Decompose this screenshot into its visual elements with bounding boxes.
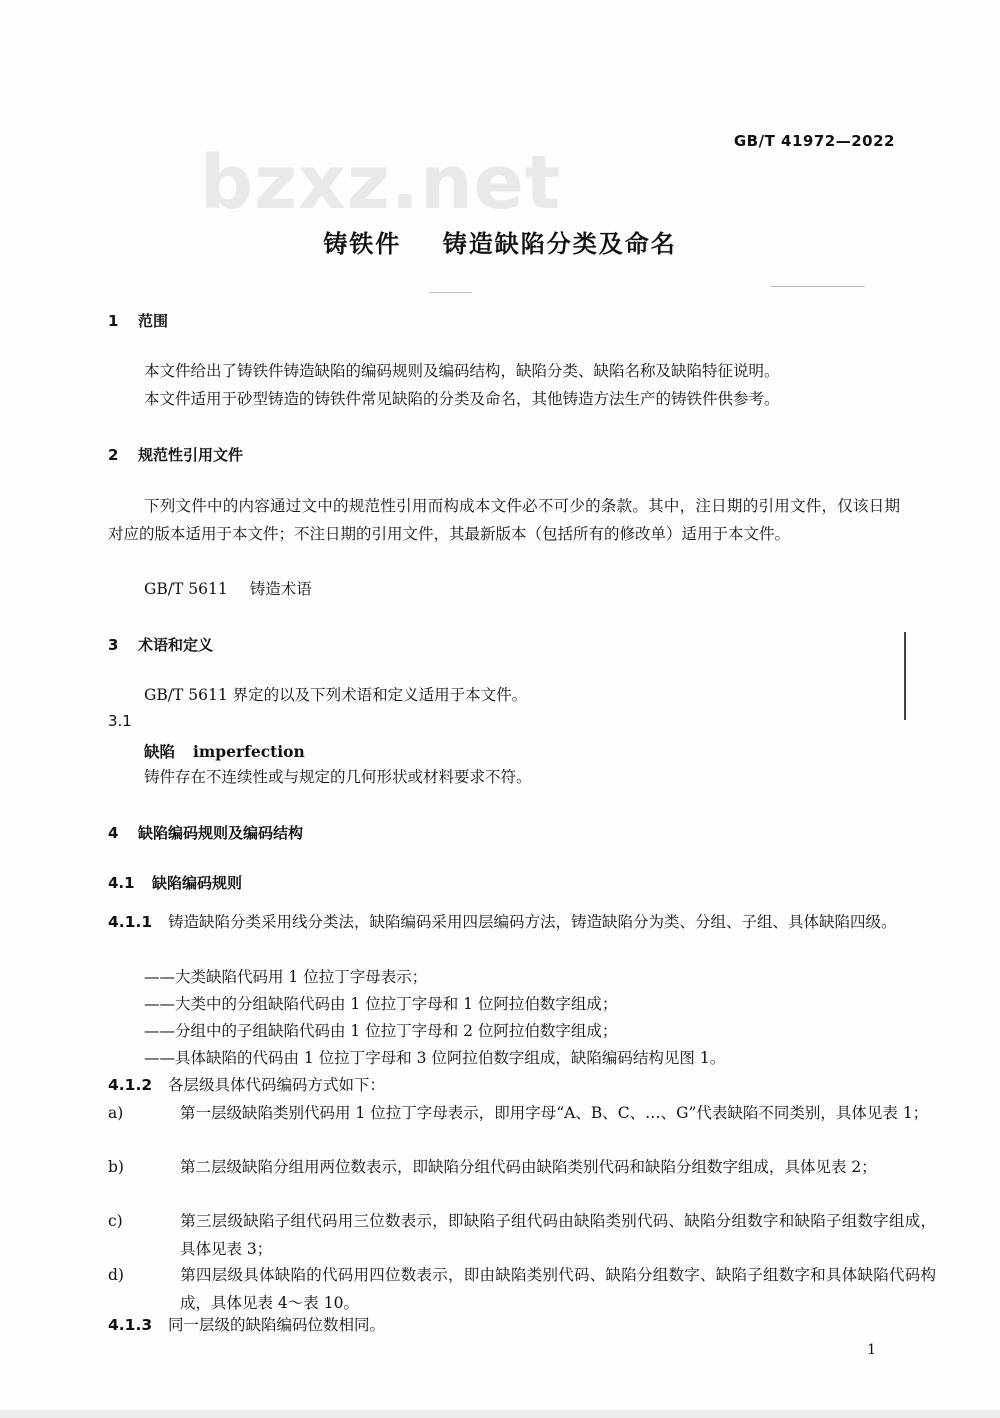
term-definition: 铸件存在不连续性或与规定的几何形状或材料要求不符。 (144, 768, 532, 786)
clause-4-1-1: 4.1.1 铸造缺陷分类采用线分类法，缺陷编码采用四层编码方法，铸造缺陷分为类、分组、子组、具体缺陷四级。 (108, 908, 900, 936)
list-item: ——大类缺陷代码用 1 位拉丁字母表示； (144, 968, 428, 986)
paragraph: 下列文件中的内容通过文中的规范性引用而构成本文件必不可少的条款。其中，注日期的引用文件，仅该日期对应的版本适用于本文件；不注日期的引用文件，其最新版本（包括所有的修改单）适用于本文件。 (108, 497, 900, 543)
list-item: ——具体缺陷的代码由 1 位拉丁字母和 3 位阿拉伯数字组成，缺陷编码结构见图 1。 (144, 1049, 726, 1067)
term-chinese: 缺陷 (144, 743, 176, 761)
page-number: 1 (867, 1342, 876, 1358)
scan-artifact (770, 286, 865, 287)
term-number: 3.1 (108, 712, 132, 730)
reference-code: GB/T 5611 (144, 580, 228, 598)
clause-4-1-3: 4.1.3 同一层级的缺陷编码位数相同。 (108, 1312, 385, 1339)
section-heading: 1 范围 (108, 312, 169, 330)
list-item: a) 第一层级缺陷类别代码用 1 位拉丁字母表示，即用字母“A、B、C、…、G”代表缺陷不同类别，具体见表 1； (108, 1104, 929, 1122)
section-heading: 4 缺陷编码规则及编码结构 (108, 824, 304, 842)
section-heading: 2 规范性引用文件 (108, 446, 244, 464)
list-item: c) 第三层级缺陷子组代码用三位数表示，即缺陷子组代码由缺陷类别代码、缺陷分组数字和缺陷子组数字组成，具体见表 3； (108, 1212, 936, 1258)
section-heading: 3 术语和定义 (108, 636, 214, 654)
reference-title: 铸造术语 (249, 580, 312, 598)
paragraph: GB/T 5611 界定的以及下列术语和定义适用于本文件。 (144, 686, 528, 704)
paragraph: 本文件给出了铸铁件铸造缺陷的编码规则及编码结构，缺陷分类、缺陷名称及缺陷特征说明。 (144, 362, 780, 380)
list-item: ——大类中的分组缺陷代码由 1 位拉丁字母和 1 位阿拉伯数字组成； (144, 995, 618, 1013)
document-title: 铸铁件 铸造缺陷分类及命名 (323, 230, 677, 258)
paragraph: 本文件适用于砂型铸造的铸铁件常见缺陷的分类及命名，其他铸造方法生产的铸铁件供参考。 (144, 390, 780, 408)
scan-artifact (430, 292, 472, 293)
clause-number: 4.1.1 (108, 913, 153, 931)
term-entry (144, 738, 305, 766)
term-english: imperfection (193, 742, 305, 761)
reference-entry (144, 576, 312, 603)
clause-number: 4.1.3 (108, 1316, 153, 1334)
watermark: bzxz.net (200, 140, 562, 226)
standard-number: GB/T 41972—2022 (733, 132, 895, 150)
subsection-heading: 4.1 缺陷编码规则 (108, 874, 243, 892)
clause-number: 4.1.2 (108, 1076, 153, 1094)
list-item: d) 第四层级具体缺陷的代码用四位数表示，即由缺陷类别代码、缺陷分组数字、缺陷子组数字和具体缺陷代码构成，具体见表 4～表 10。 (108, 1266, 936, 1312)
list-item: b) 第二层级缺陷分组用两位数表示，即缺陷分组代码由缺陷类别代码和缺陷分组数字组成，具体见表 2； (108, 1158, 877, 1176)
page-edge (0, 1410, 1000, 1418)
scan-artifact (904, 632, 906, 720)
list-item: ——分组中的子组缺陷代码由 1 位拉丁字母和 2 位阿拉伯数字组成； (144, 1022, 618, 1040)
clause-4-1-2: 4.1.2 各层级具体代码编码方式如下： (108, 1072, 385, 1099)
